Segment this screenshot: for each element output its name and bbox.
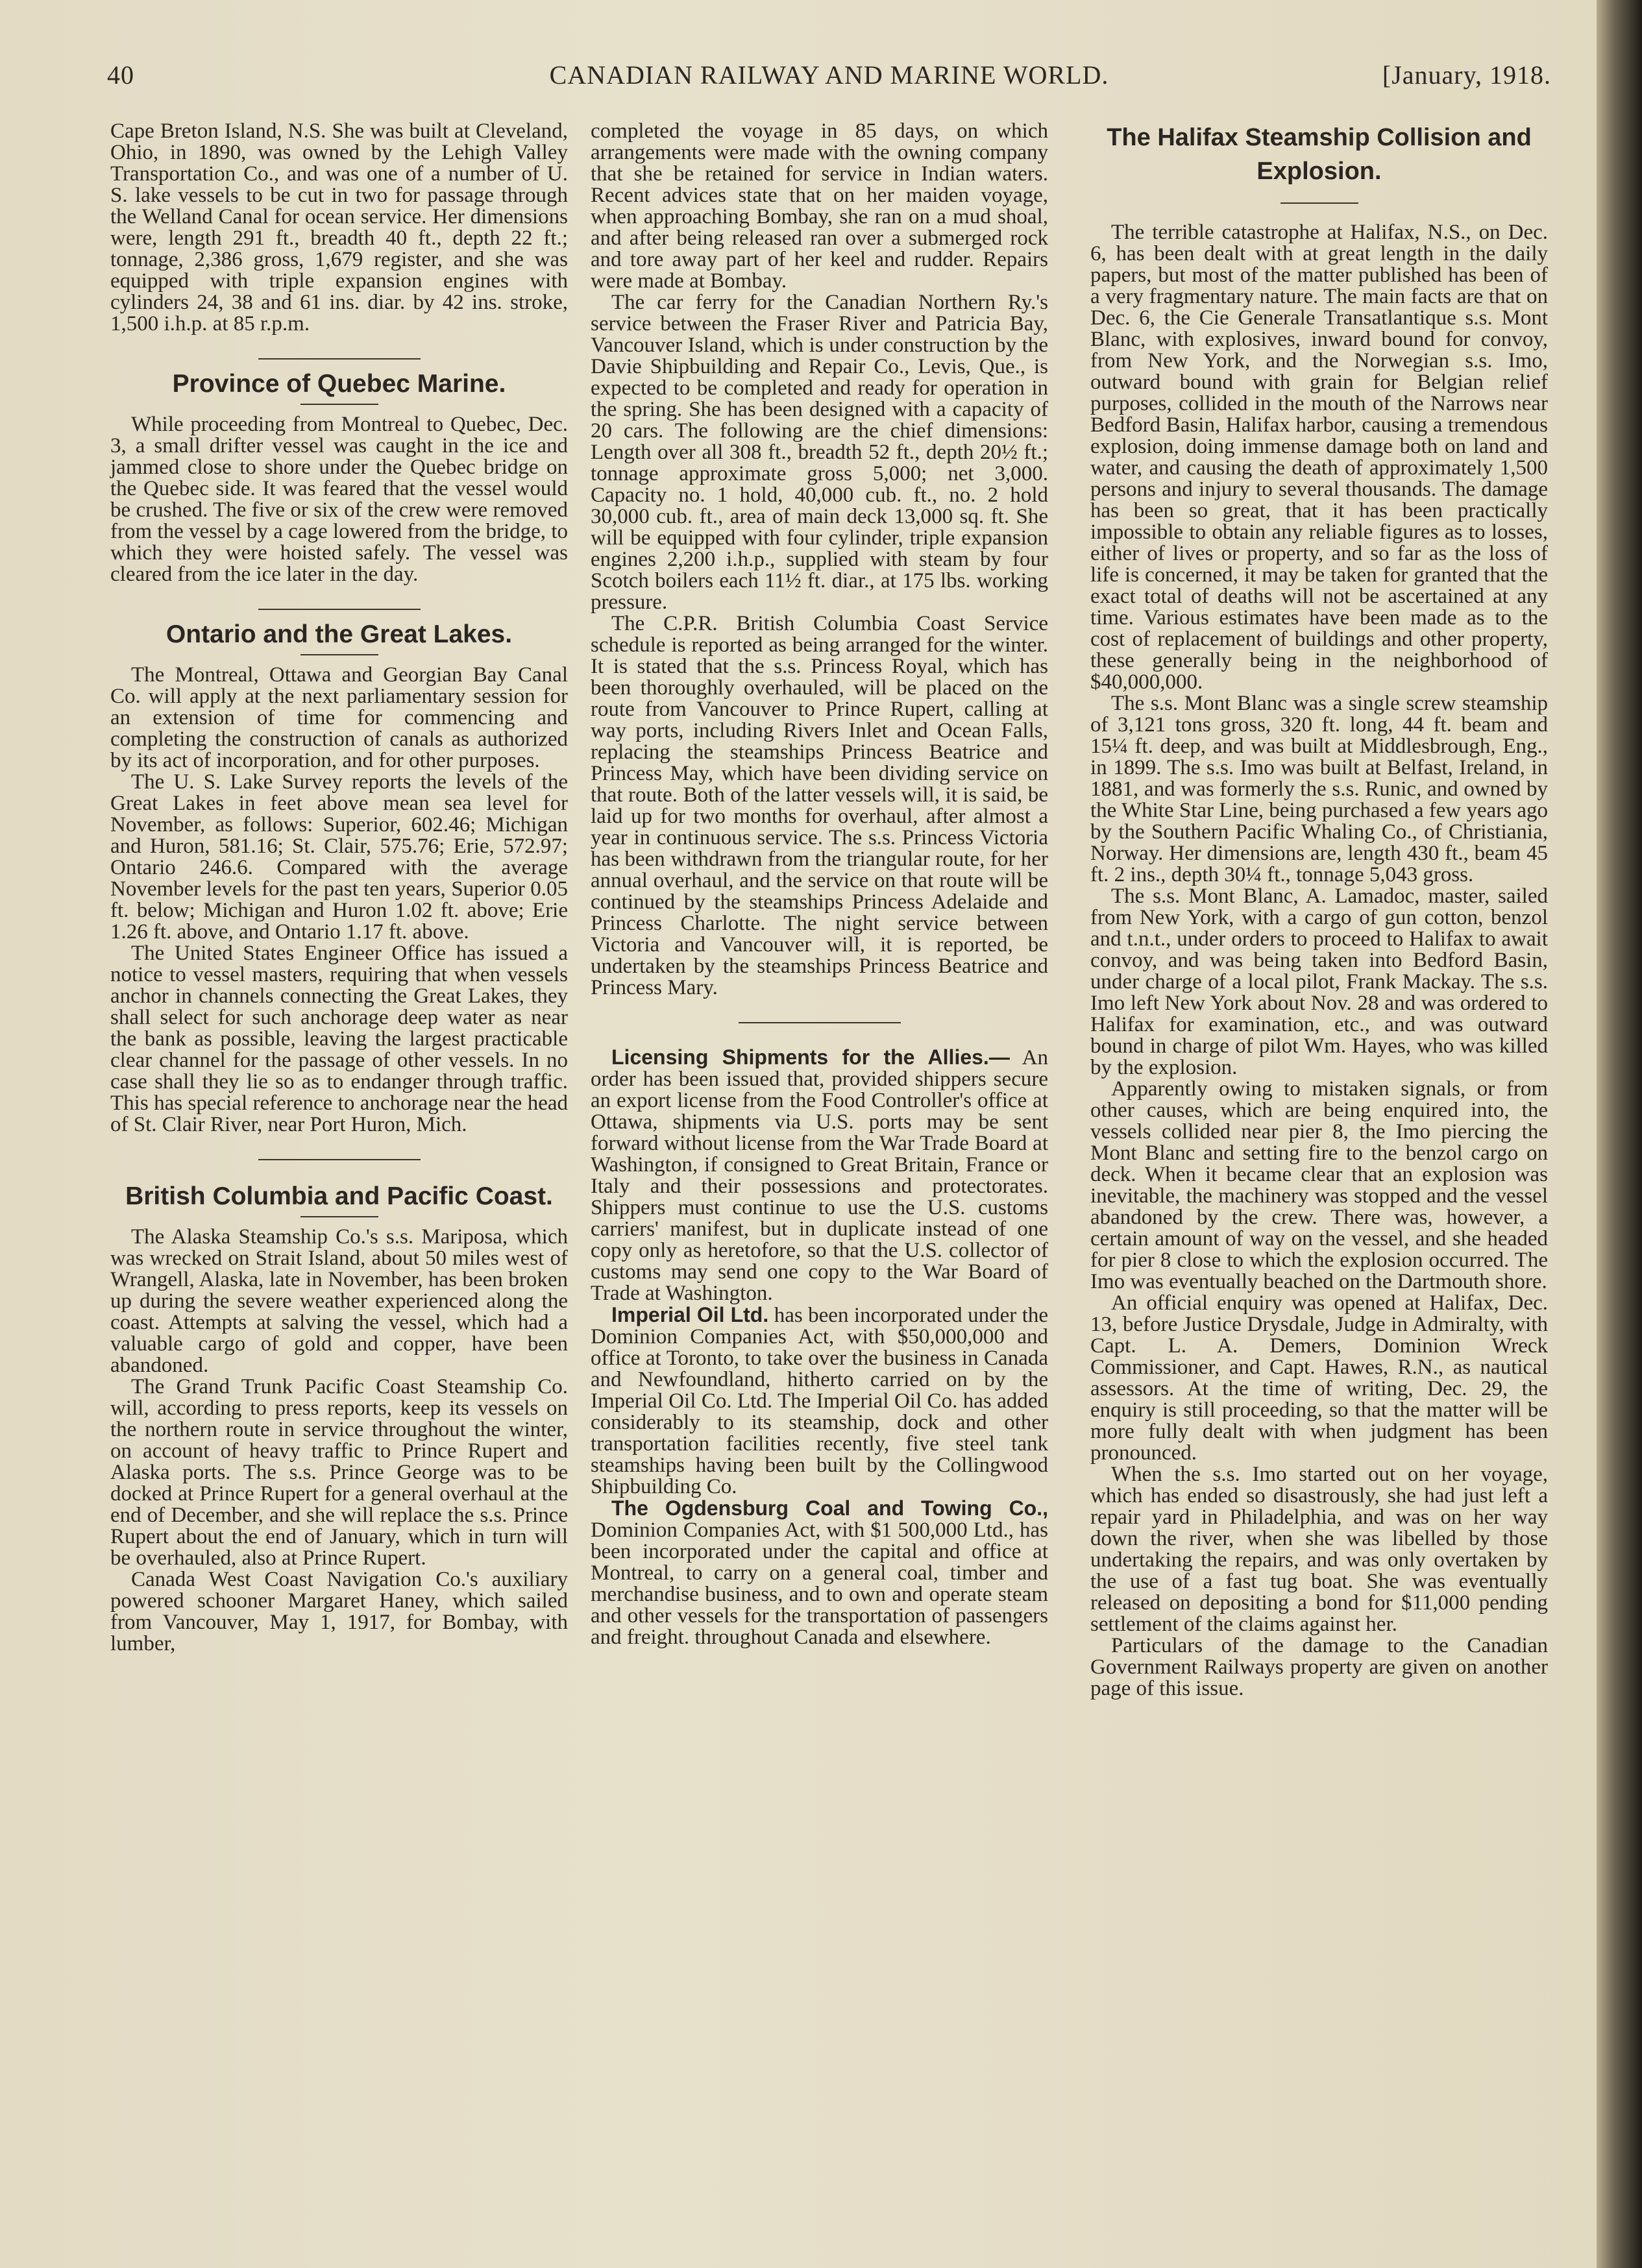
book-spine-shadow: [1597, 0, 1642, 2268]
runin-heading: The Ogdensburg Coal and Towing Co.,: [611, 1496, 1048, 1520]
article-paragraph: The s.s. Mont Blanc was a single screw steamship of 3,121 tons gross, 320 ft. long, 44 ft. beam and 15¼ ft. deep, and was built at Middlesbrough, Eng., in 1899. The s.s. Imo was built at Belfast, Ireland, in 1881, and was formerly the s.s. Runic, and owned by the White Star Line, being purchased a few years ago by the Southern Pacific Whaling Co., of Christiania, Norway. Her dimensions are, length 430 ft., beam 45 ft. 2 ins., depth 30¼ ft., tonnage 5,043 gross.: [1090, 692, 1548, 886]
news-item-text: Dominion Companies Act, with $1 500,000 Ltd., has been incorporated under the capital and office at Montreal, to carry on a general coal, timber and merchandise business, and to own and operate steam and other vessels for the transportation of passengers and freight. throughout Canada and elsewhere.: [591, 1518, 1048, 1649]
column-right: [1090, 121, 1548, 1700]
column-middle: [591, 121, 1048, 1648]
article-paragraph: The United States Engineer Office has issued a notice to vessel masters, requiring that when vessels anchor in channels connecting the Great Lakes, they shall select for such anchorage deep water as near the bank as possible, leaving the largest practicable clear channel for the passage of other vessels. In no case shall they lie so as to endanger through traffic. This has special reference to anchorage near the head of St. Clair River, near Port Huron, Mich.: [110, 942, 568, 1136]
article-paragraph: The C.P.R. British Columbia Coast Service schedule is reported as being arranged for the winter. It is stated that the s.s. Princess Royal, which has been thoroughly overhauled, will be placed on the route from Vancouver to Prince Rupert, calling at way ports, including Rivers Inlet and Ocean Falls, replacing the steamships Princess Beatrice and Princess May, which have been dividing service on that route. Both of the latter vessels will, it is said, be laid up for two months for overhaul, after almost a year in continuous service. The s.s. Princess Victoria has been withdrawn from the triangular route, for her annual overhaul, and the service on that route will be continued by the steamships Princess Adelaide and Princess Charlotte. The night service between Victoria and Vancouver will, it is reported, be undertaken by the steamships Princess Beatrice and Princess Mary.: [591, 612, 1048, 999]
article-paragraph: completed the voyage in 85 days, on which arrangements were made with the owning company that she be retained for service in Indian waters. Recent advices state that on her maiden voyage, when approaching Bombay, she ran on a mud shoal, and after being released ran over a submerged rock and tore away part of her keel and rudder. Repairs were made at Bombay.: [591, 119, 1048, 293]
heading-rule: [300, 404, 378, 405]
article-paragraph: Apparently owing to mistaken signals, or from other causes, which are being enquired into, the vessels collided near pier 8, the Imo piercing the Mont Blanc and setting fire to the benzol cargo on deck. When it became clear that an explosion was inevitable, the machinery was stopped and the vessel abandoned by the crew. There was, however, a certain amount of way on the vessel, and she headed for pier 8 close to which the explosion occurred. The Imo was eventually beached on the Dartmouth shore.: [1090, 1077, 1548, 1293]
news-item-text: has been incorporated under the Dominion Companies Act, with $50,000,000 and office at Toronto, to take over the business in Canada and Newfoundland, hitherto carried on by the Imperial Oil Co. Ltd. The Imperial Oil Co. has added considerably to its steamship, dock and other transportation facilities recently, five steel tank steamships having been built by the Collingwood Shipbuilding Co.: [591, 1304, 1049, 1498]
article-paragraph: The s.s. Mont Blanc, A. Lamadoc, master, sailed from New York, with a cargo of gun cotton, benzol and t.n.t., under orders to proceed to Halifax to await convoy, and was being taken into Bedford Basin, under charge of a local pilot, Frank Mackay. The s.s. Imo left New York about Nov. 28 and was ordered to Halifax for examination, etc., and was outward bound in charge of pilot Wm. Hayes, who was killed by the explosion.: [1090, 884, 1548, 1079]
heading-rule: [300, 654, 378, 655]
article-paragraph: Canada West Coast Navigation Co.'s auxiliary powered schooner Margaret Haney, which sailed from Vancouver, May 1, 1917, for Bombay, with lumber,: [110, 1568, 568, 1655]
section-heading-bc: British Columbia and Pacific Coast.: [125, 1182, 553, 1210]
publication-title: CANADIAN RAILWAY AND MARINE WORLD.: [549, 60, 1109, 90]
article-paragraph: The Grand Trunk Pacific Coast Steamship Co. will, according to press reports, keep its vessels on the northern route in service throughout the winter, on account of heavy traffic to Prince Rupert and Alaska ports. The s.s. Prince George was to be docked at Prince Rupert for a general overhaul at the end of December, and she will replace the s.s. Prince Rupert about the end of January, which in turn will be overhauled, also at Prince Rupert.: [110, 1375, 568, 1570]
article-paragraph: The Montreal, Ottawa and Georgian Bay Canal Co. will apply at the next parliamentary session for an extension of time for commencing and completing the construction of canals as authorized by its act of incorporation, and for other purposes.: [110, 663, 568, 772]
section-heading-quebec: Province of Quebec Marine.: [172, 370, 506, 398]
article-paragraph: While proceeding from Montreal to Quebec, Dec. 3, a small drifter vessel was caught in the ice and jammed close to shore under the Quebec bridge on the Quebec side. It was feared that the vessel would be crushed. The five or six of the crew were removed from the vessel by a cage lowered from the bridge, to which they were hoisted safely. The vessel was cleared from the ice later in the day.: [110, 413, 568, 586]
article-paragraph: When the s.s. Imo started out on her voyage, which has ended so disastrously, she had just left a repair yard in Philadelphia, and was on her way down the river, when she was libelled by those undertaking the repairs, and was only overtaken by the use of a fast tug boat. She was eventually released on depositing a bond for $11,000 pending settlement of the claims against her.: [1090, 1463, 1548, 1636]
column-left: [110, 121, 568, 1655]
article-paragraph: Cape Breton Island, N.S. She was built at Cleveland, Ohio, in 1890, was owned by the Lehigh Valley Transportation Co., and was one of a number of U. S. lake vessels to be cut in two for passage through the Welland Canal for ocean service. Her dimensions were, length 291 ft., breadth 40 ft., depth 22 ft.; tonnage, 2,386 gross, 1,679 register, and she was equipped with triple expansion engines with cylinders 24, 38 and 61 ins. diar. by 42 ins. stroke, 1,500 i.h.p. at 85 r.p.m.: [110, 119, 568, 335]
article-paragraph: Particulars of the damage to the Canadian Government Railways property are given on another page of this issue.: [1090, 1634, 1548, 1700]
article-paragraph: The terrible catastrophe at Halifax, N.S., on Dec. 6, has been dealt with at great length in the daily papers, but most of the matter published has been of a very fragmentary nature. The main facts are that on Dec. 6, the Cie Generale Transatlantique s.s. Mont Blanc, with explosives, inward bound for convoy, from New York, and the Norwegian s.s. Imo, outward bound with grain for Belgian relief purposes, collided in the mouth of the Narrows near Bedford Basin, Halifax harbor, causing a tremendous explosion, doing immense damage both on land and water, and causing the death of approximately 1,500 persons and injury to several thousands. The damage has been so great, that it has been practically impossible to obtain any reliable figures as to losses, either of lives or property, and so far as the loss of life is concerned, it may be taken for granted that the exact total of deaths will not be ascertained at any time. Various estimates have been made as to the cost of replacement of buildings and other property, these generally being in the neighborhood of $40,000,000.: [1090, 221, 1548, 694]
heading-rule: [1281, 202, 1358, 204]
page-header: [107, 60, 1551, 99]
article-heading-halifax: The Halifax Steamship Collision and Explosion.: [1107, 124, 1532, 185]
runin-heading: Licensing Shipments for the Allies.—: [611, 1045, 1010, 1069]
news-item-ogdensburg: [591, 1498, 1048, 1648]
article-paragraph: An official enquiry was opened at Halifax, Dec. 13, before Justice Drysdale, Judge in Admiralty, with Capt. L. A. Demers, Dominion Wreck Commissioner, and Capt. Hawes, R.N., as nautical assessors. At the time of writing, Dec. 29, the enquiry is still proceeding, so that the matter will be more fully dealt with when judgment has been pronounced.: [1090, 1291, 1548, 1465]
article-paragraph: The car ferry for the Canadian Northern Ry.'s service between the Fraser River and Patricia Bay, Vancouver Island, which is under construction by the Davie Shipbuilding and Repair Co., Levis, Que., is expected to be completed and ready for operation in the spring. She has been designed with a capacity of 20 cars. The following are the chief dimensions: Length over all 308 ft., breadth 52 ft., depth 20½ ft.; tonnage approximate gross 5,000; net 3,000. Capacity no. 1 hold, 40,000 cub. ft., no. 2 hold 30,000 cub. ft., area of main deck 13,000 sq. ft. She will be equipped with four cylinder, triple expansion engines 2,200 i.h.p., supplied with steam by four Scotch boilers each 11½ ft. diar., at 175 lbs. working pressure.: [591, 291, 1048, 614]
article-paragraph: The Alaska Steamship Co.'s s.s. Mariposa, which was wrecked on Strait Island, about 50 miles west of Wrangell, Alaska, late in November, has been broken up during the severe weather experienced along the coast. Attempts at salving the vessel, which had a valuable cargo of gold and copper, have been abandoned.: [110, 1225, 568, 1377]
heading-rule: [300, 1216, 378, 1217]
article-paragraph: The U. S. Lake Survey reports the levels of the Great Lakes in feet above mean sea level for November, as follows: Superior, 602.46; Michigan and Huron, 581.16; St. Clair, 575.76; Erie, 572.97; Ontario 246.6. Compared with the average November levels for the past ten years, Superior 0.05 ft. below; Michigan and Huron 1.02 ft. above; Erie 1.26 ft. above, and Ontario 1.17 ft. above.: [110, 770, 568, 944]
issue-date: [January, 1918.: [1382, 60, 1551, 90]
page-number: 40: [107, 60, 134, 90]
news-item-imperial: [591, 1304, 1048, 1498]
news-item-licensing: [591, 1047, 1048, 1304]
section-heading-ontario: Ontario and the Great Lakes.: [165, 620, 513, 648]
runin-heading: Imperial Oil Ltd.: [611, 1303, 769, 1326]
news-item-text: An order has been issued that, provided shippers secure an export license from the Food Controller's office at Ottawa, shipments via U.S. ports may be sent forward without license from the War Trade Board at Washington, if consigned to Great Britain, France or Italy and their possessions and protectorates. Shippers must continue to use the U.S. customs carriers' manifest, but in duplicate instead of one copy only as heretofore, so that the U.S. collector of customs may send one copy to the War Board of Trade at Washington.: [591, 1046, 1048, 1305]
